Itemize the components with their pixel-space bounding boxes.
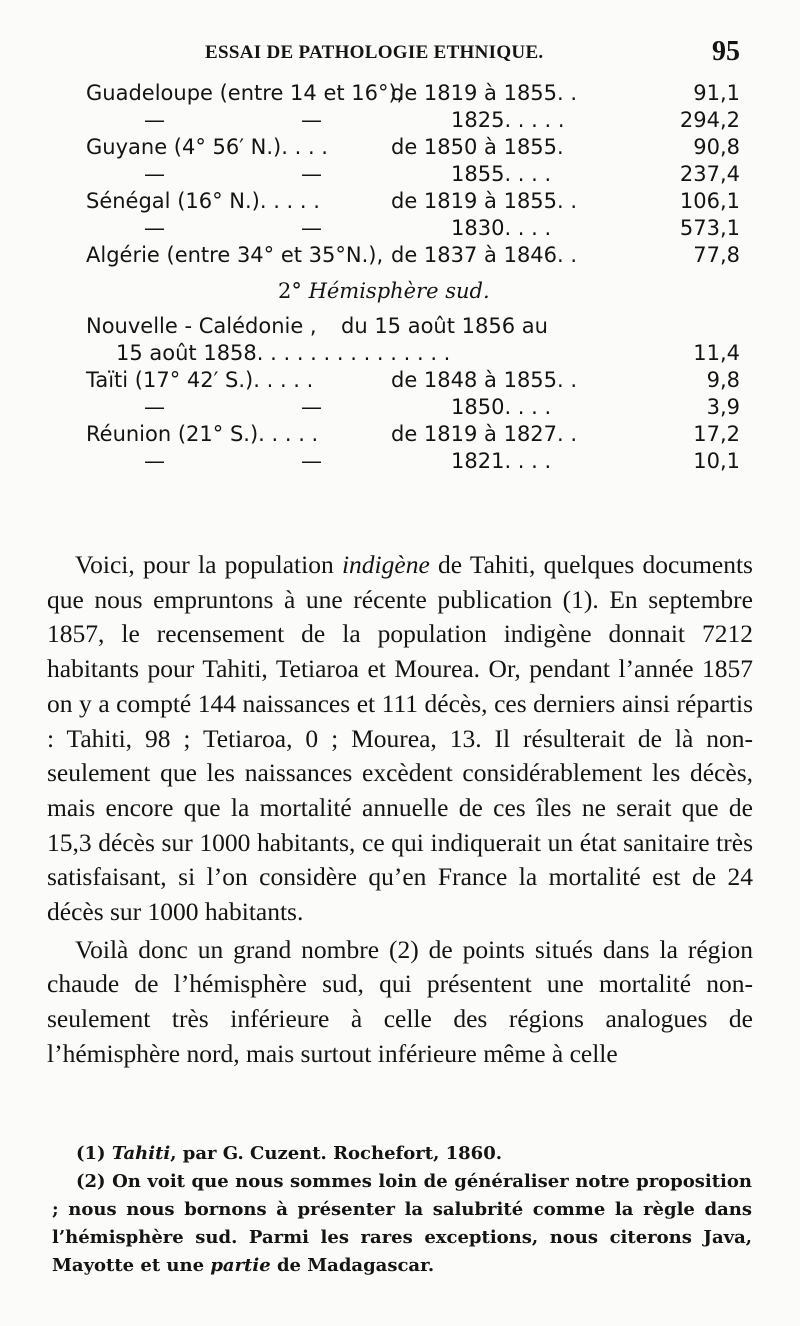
row-place: Guadeloupe (entre 14 et 16°), [86, 81, 404, 105]
row-value: 77,8 [693, 243, 740, 267]
table-row [86, 242, 746, 269]
ditto-mark: — [144, 449, 165, 473]
row-value: 3,9 [706, 395, 740, 419]
section-title: Hémisphère sud. [308, 279, 490, 303]
row-value: 106,1 [679, 189, 740, 213]
mortality-table [86, 80, 746, 475]
ditto-mark: — [301, 395, 322, 419]
table-row [86, 161, 746, 188]
row-period: de 1819 à 1855. . [391, 189, 578, 213]
row-value: 90,8 [693, 135, 740, 159]
footnote-1-text: , par G. Cuzent. Rochefort, 1860. [170, 1143, 502, 1164]
row-period: de 1850 à 1855. [391, 135, 564, 159]
ditto-mark: — [144, 108, 165, 132]
row-period: 1825. . . . . [451, 108, 565, 132]
paragraph-1-part1: Voici, pour la population [75, 550, 342, 579]
ditto-mark: — [301, 216, 322, 240]
section-number: 2° [278, 279, 302, 303]
row-period: de 1837 à 1846. . [391, 243, 578, 267]
body-text [47, 548, 753, 1072]
row-place: Taïti (17° 42′ S.). . . . . [86, 368, 314, 392]
table-row [86, 188, 746, 215]
row-value: 294,2 [679, 108, 740, 132]
table-row [86, 448, 746, 475]
paragraph-2: Voilà donc un grand nombre (2) de points situés dans la région chaude de l’hémisphère sud, qui présentent une mortalité non-seulement très inférieure à celle des régions analogues de l’hémisphère nord, mais surtout inférieure même à celle [47, 934, 753, 1068]
table-row [86, 421, 746, 448]
row-period: 1855. . . . [451, 162, 552, 186]
row-period: de 1819 à 1855. . [391, 81, 578, 105]
section-heading [86, 269, 746, 313]
table-north-hemisphere [86, 80, 746, 269]
row-value: 10,1 [693, 449, 740, 473]
footnote-2 [52, 1168, 752, 1280]
paragraph-1-italic: indigène [341, 550, 430, 579]
row-value: 9,8 [706, 368, 740, 392]
paragraph-1-part2: de Tahiti, quelques documents que nous empruntons à une récente publication (1). En septembre 1857, le recensement de la population indigène donnait 7212 habitants pour Tahiti, Tetiaroa et Mourea. Or, pendant l’année 1857 on y a compté 144 naissances et 111 décès, ces derniers ainsi répartis : Tahiti, 98 ; Tetiaroa, 0 ; Mourea, 13. Il résulterait de là non-seulement que les naissances excèdent considérablement les décès, mais encore que la mortalité annuelle de ces îles ne serait que de 15,3 décès sur 1000 habitants, ce qui indiquerait un état sanitaire très satisfaisant, si l’on considère qu’en France la mortalité est de 24 décès sur 1000 habitants. [47, 550, 753, 927]
footnote-1-italic: Tahiti [111, 1143, 171, 1164]
table-row [86, 394, 746, 421]
row-place: Réunion (21° S.). . . . . [86, 422, 319, 446]
running-title: ESSAI DE PATHOLOGIE ETHNIQUE. [205, 42, 544, 63]
footnote-2-text: (2) On voit que nous sommes loin de généraliser notre proposition ; nous nous bornons à présenter la salubrité comme la règle dans l’hémisphère sud. Parmi les rares exceptions, nous citerons Java, Mayotte et une [52, 1171, 752, 1276]
table-row [86, 367, 746, 394]
footnote-2-italic: partie [210, 1255, 271, 1276]
row-period: 1821. . . . [451, 449, 552, 473]
table-row [86, 107, 746, 134]
row-place: 15 août 1858. . . . . . . . . . . . . . . [116, 341, 451, 365]
ditto-mark: — [144, 162, 165, 186]
row-period: de 1819 à 1827. . [391, 422, 578, 446]
footnote-1-marker: (1) [76, 1143, 106, 1164]
row-period: du 15 août 1856 au [341, 314, 548, 338]
row-value: 17,2 [693, 422, 740, 446]
ditto-mark: — [144, 216, 165, 240]
ditto-mark: — [301, 108, 322, 132]
table-row [86, 134, 746, 161]
row-place: Algérie (entre 34° et 35°N.), [86, 243, 384, 267]
table-row [86, 313, 746, 340]
row-place: Guyane (4° 56′ N.). . . . [86, 135, 328, 159]
ditto-mark: — [301, 449, 322, 473]
page-number: 95 [712, 36, 740, 67]
row-value: 237,4 [679, 162, 740, 186]
row-place: Sénégal (16° N.). . . . . [86, 189, 320, 213]
ditto-mark: — [301, 162, 322, 186]
footnote-1 [52, 1140, 752, 1168]
row-period: de 1848 à 1855. . [391, 368, 578, 392]
paragraph-1 [47, 548, 753, 930]
row-period: 1830. . . . [451, 216, 552, 240]
row-value: 91,1 [693, 81, 740, 105]
table-row [86, 340, 746, 367]
page-header [60, 36, 740, 70]
row-place: Nouvelle - Calédonie , [86, 314, 317, 338]
table-row [86, 80, 746, 107]
table-row [86, 215, 746, 242]
row-value: 573,1 [679, 216, 740, 240]
ditto-mark: — [144, 395, 165, 419]
row-value: 11,4 [693, 341, 740, 365]
footnote-2-end: de Madagascar. [270, 1255, 435, 1276]
table-south-hemisphere [86, 313, 746, 475]
footnotes [52, 1140, 752, 1280]
row-period: 1850. . . . [451, 395, 552, 419]
